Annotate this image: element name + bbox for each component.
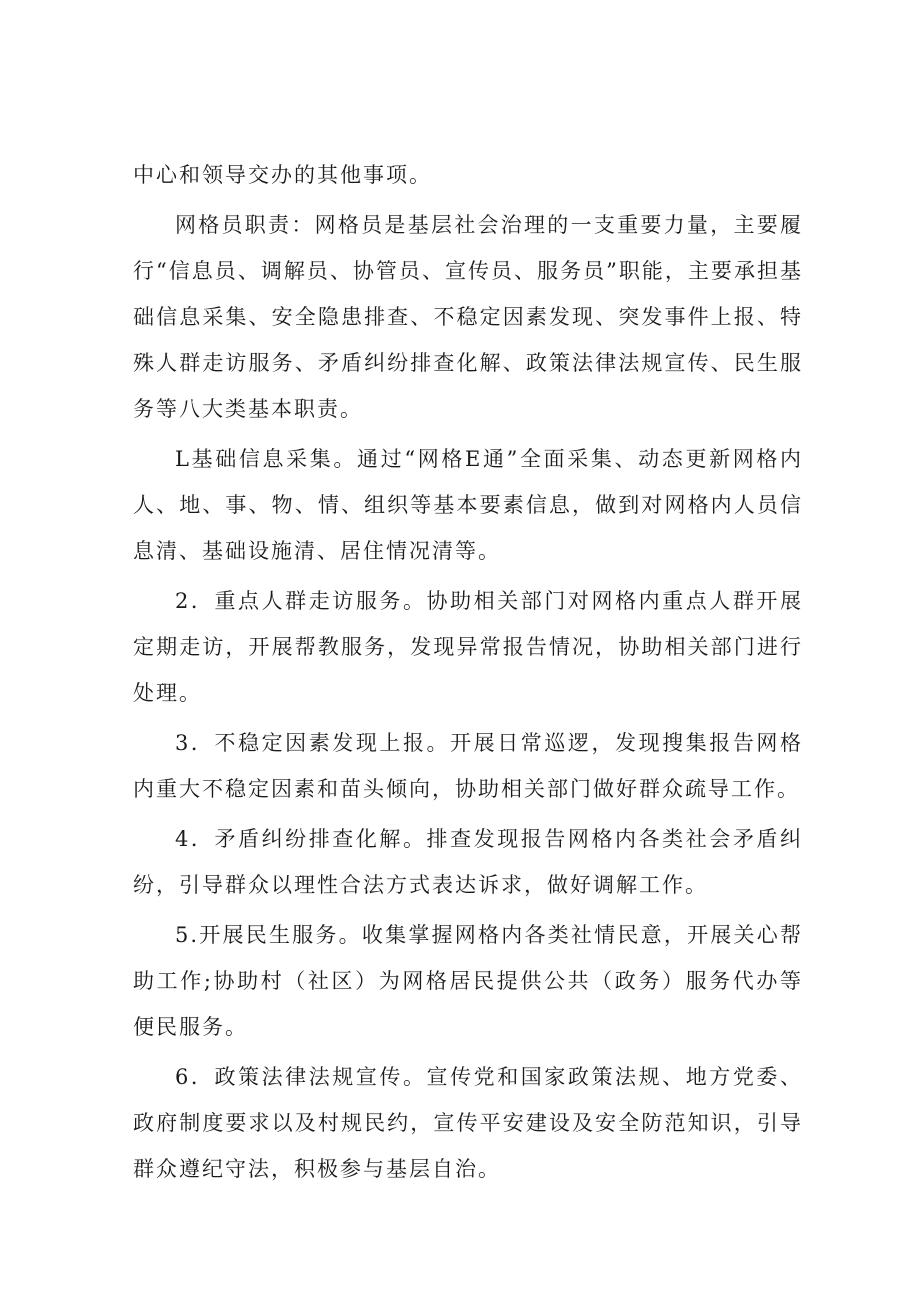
paragraph-item-3-unstable-factors: 3．不稳定因素发现上报。开展日常巡逻，发现搜集报告网格内重大不稳定因素和苗头倾向，协助相关部门做好群众疏导工作。 (133, 731, 803, 801)
paragraph-item-1-basic-info: L基础信息采集。通过“网格E通”全面采集、动态更新网格内人、地、事、物、情、组织等基本要素信息，做到对网格内人员信息清、基础设施清、居住情况清等。 (133, 447, 803, 563)
paragraph-item-2-key-groups: 2．重点人群走访服务。协助相关部门对网格内重点人群开展定期走访，开展帮教服务，发现异常报告情况，协助相关部门进行处理。 (133, 589, 803, 705)
paragraph-grid-worker-duties: 网格员职责：网格员是基层社会治理的一支重要力量，主要履行“信息员、调解员、协管员、宣传员、服务员”职能，主要承担基础信息采集、安全隐患排查、不稳定因素发现、突发事件上报、特殊人群走访服务、矛盾纠纷排查化解、政策法律法规宣传、民生服务等八大类基本职责。 (133, 213, 803, 421)
paragraph-item-5-livelihood: 5.开展民生服务。收集掌握网格内各类社情民意，开展关心帮助工作;协助村（社区）为网格居民提供公共（政务）服务代办等便民服务。 (133, 923, 803, 1039)
paragraph-item-6-policy-law: 6．政策法律法规宣传。宣传党和国家政策法规、地方党委、政府制度要求以及村规民约，宣传平安建设及安全防范知识，引导群众遵纪守法，积极参与基层自治。 (133, 1065, 803, 1181)
paragraph-continuation: 中心和领导交办的其他事项。 (133, 163, 432, 187)
paragraph-item-4-disputes: 4．矛盾纠纷排查化解。排查发现报告网格内各类社会矛盾纠纷，引导群众以理性合法方式表达诉求，做好调解工作。 (133, 827, 803, 897)
document-body (133, 152, 803, 1192)
